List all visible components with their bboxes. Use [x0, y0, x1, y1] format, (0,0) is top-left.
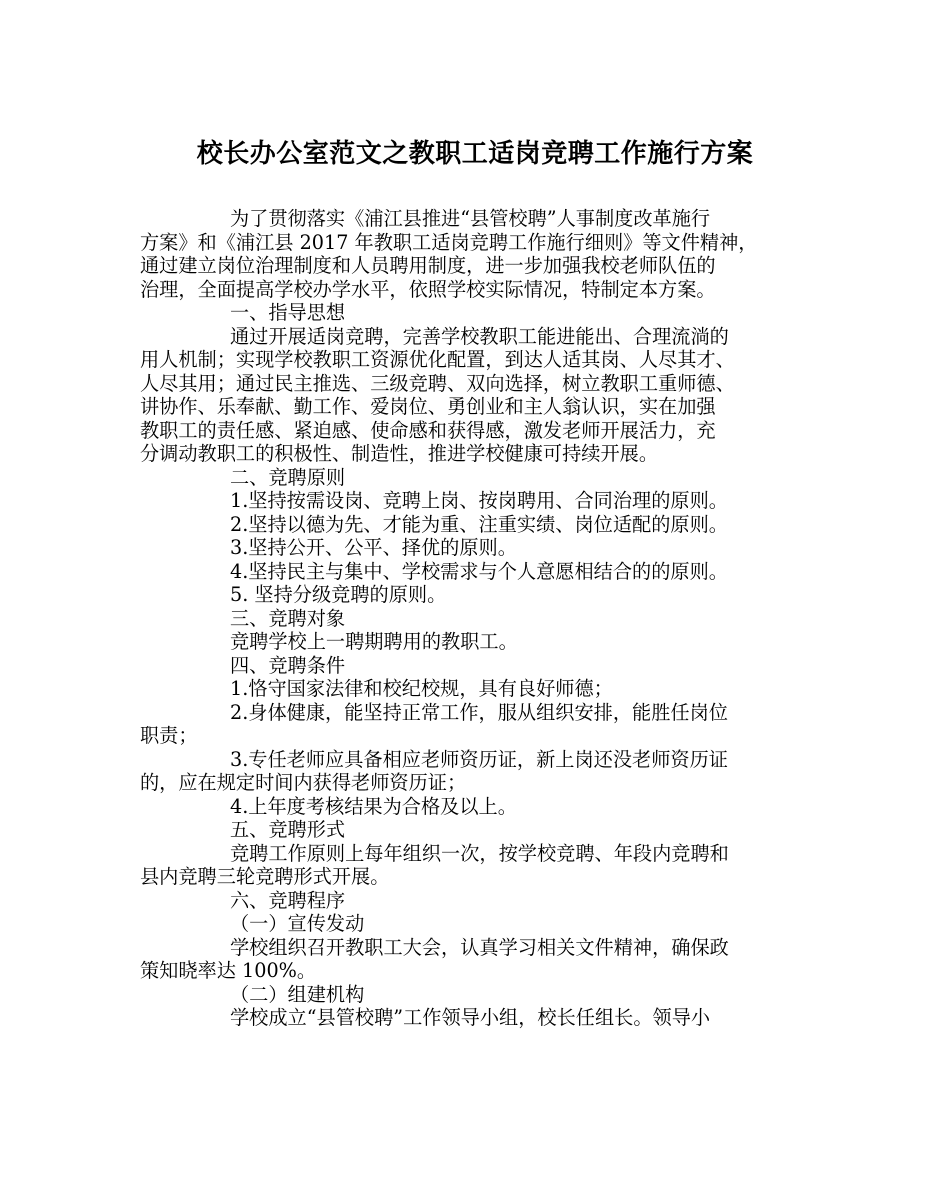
document-line: 教职工的责任感、紧迫感、使命感和获得感，激发老师开展活力，充	[140, 418, 716, 442]
document-line: 讲协作、乐奉献、勤工作、爱岗位、勇创业和主人翁认识，实在加强	[140, 395, 716, 418]
document-line: 方案》和《浦江县 2017 年教职工适岗竞聘工作施行细则》等文件精神，	[140, 230, 758, 254]
document-line: 用人机制；实现学校教职工资源优化配置，到达人适其岗、人尽其才、	[140, 348, 735, 371]
document-line: 六、竞聘程序	[230, 888, 346, 912]
document-line: 职责；	[140, 724, 198, 747]
document-line: 2.坚持以德为先、才能为重、注重实绩、岗位适配的原则。	[230, 512, 728, 536]
document-line: 分调动教职工的积极性、制造性，推进学校健康可持续开展。	[140, 442, 659, 465]
document-line: 4.坚持民主与集中、学校需求与个人意愿相结合的的原则。	[230, 559, 728, 583]
document-body	[140, 207, 830, 1030]
document-line: （二）组建机构	[230, 982, 365, 1006]
document-line: 通过开展适岗竞聘，完善学校教职工能进能出、合理流淌的	[230, 324, 729, 348]
document-line: 学校组织召开教职工大会，认真学习相关文件精神，确保政	[230, 935, 729, 959]
document-line: 为了贯彻落实《浦江县推进“县管校聘”人事制度改革施行	[230, 207, 711, 230]
document-line: 4.上年度考核结果为合格及以上。	[230, 794, 517, 818]
document-line: （一）宣传发动	[230, 912, 365, 935]
document-line: 策知晓率达 100%。	[140, 959, 317, 982]
document-line: 通过建立岗位治理制度和人员聘用制度，进一步加强我校老师队伍的	[140, 254, 716, 277]
document-line: 竞聘工作原则上每年组织一次，按学校竞聘、年段内竞聘和	[230, 841, 729, 865]
document-title: 校长办公室范文之教职工适岗竞聘工作施行方案	[196, 139, 754, 169]
document-line: 治理，全面提高学校办学水平，依照学校实际情况，特制定本方案。	[140, 277, 716, 301]
document-line: 二、竞聘原则	[230, 465, 346, 489]
document-line: 5. 坚持分级竞聘的原则。	[230, 583, 447, 606]
document-line: 五、竞聘形式	[230, 818, 346, 841]
document-line: 县内竞聘三轮竞聘形式开展。	[140, 865, 390, 888]
document-line: 四、竞聘条件	[230, 653, 346, 677]
document-line: 人尽其用；通过民主推选、三级竞聘、双向选择，树立教职工重师德、	[140, 371, 735, 395]
document-line: 3.坚持公开、公平、择优的原则。	[230, 536, 517, 559]
document-line: 的，应在规定时间内获得老师资历证；	[140, 771, 467, 794]
document-line: 1.坚持按需设岗、竞聘上岗、按岗聘用、合同治理的原则。	[230, 489, 728, 512]
document-line: 一、指导思想	[230, 301, 346, 324]
document-line: 三、竞聘对象	[230, 606, 346, 630]
document-line: 1.恪守国家法律和校纪校规，具有良好师德；	[230, 677, 613, 700]
document-line: 3.专任老师应具备相应老师资历证，新上岗还没老师资历证	[230, 747, 728, 771]
document-line: 2.身体健康，能坚持正常工作，服从组织安排，能胜任岗位	[230, 700, 728, 724]
document-line: 学校成立“县管校聘”工作领导小组，校长任组长。领导小	[230, 1006, 711, 1029]
document-line: 竞聘学校上一聘期聘用的教职工。	[230, 630, 518, 653]
